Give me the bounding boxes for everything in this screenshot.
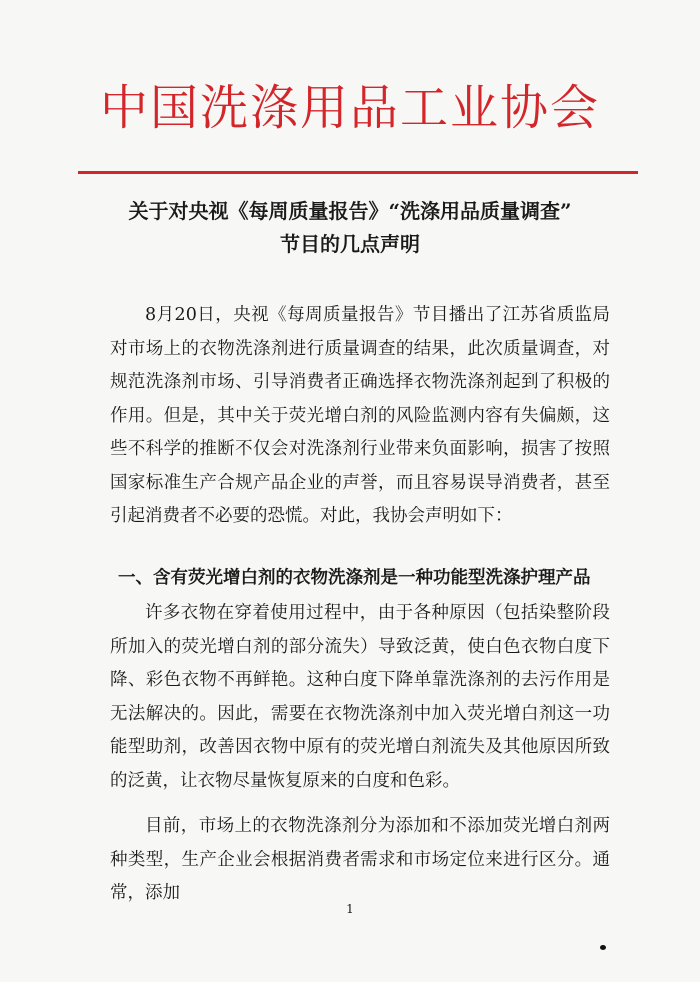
document-title-line-2: 节目的几点声明 bbox=[280, 232, 420, 256]
letterhead-red-rule bbox=[78, 171, 638, 174]
paragraph-section-1: 许多衣物在穿着使用过程中，由于各种原因（包括染整阶段所加入的荧光增白剂的部分流失）导致泛黄，使白色衣物白度下降、彩色衣物不再鲜艳。这种白度下降单靠洗涤剂的去污作用是无法解决的。因此，需要在衣物洗涤剂中加入荧光增白剂这一功能型助剂，改善因衣物中原有的荧光增白剂流失及其他原因所致的泛黄，让衣物尽量恢复原来的白度和色彩。 bbox=[110, 603, 610, 791]
scan-speck bbox=[600, 945, 606, 950]
section-heading-1: 一、含有荧光增白剂的衣物洗涤剂是一种功能型洗涤护理产品 bbox=[118, 568, 591, 588]
letterhead-title: 中国洗涤用品工业协会 bbox=[99, 80, 600, 136]
document-title-line-1: 关于对央视《每周质量报告》“洗涤用品质量调查” bbox=[128, 199, 572, 223]
paragraph-intro: 8月20日，央视《每周质量报告》节目播出了江苏省质监局对市场上的衣物洗涤剂进行质量调查的结果，此次质量调查，对规范洗涤剂市场、引导消费者正确选择衣物洗涤剂起到了积极的作用。但是，其中关于荧光增白剂的风险监测内容有失偏颇，这些不科学的推断不仅会对洗涤剂行业带来负面影响，损害了按照国家标准生产合规产品企业的声誉，而且容易误导消费者，甚至引起消费者不必要的恐慌。对此，我协会声明如下： bbox=[110, 305, 610, 526]
paragraph-section-1-continued: 目前，市场上的衣物洗涤剂分为添加和不添加荧光增白剂两种类型，生产企业会根据消费者需求和市场定位来进行区分。通常，添加 bbox=[110, 816, 610, 903]
page-number: 1 bbox=[346, 902, 354, 916]
